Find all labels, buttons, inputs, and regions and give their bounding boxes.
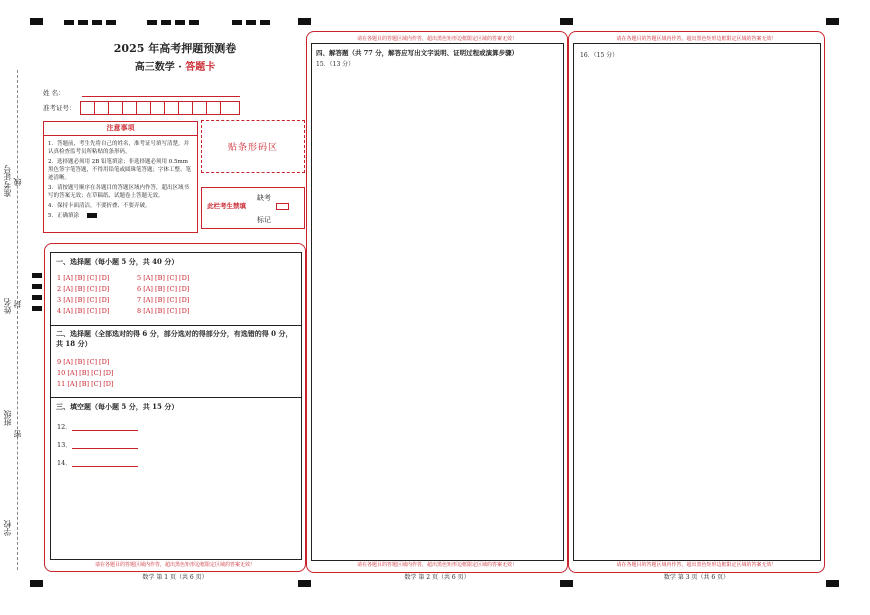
choice-row[interactable]: 1 [A] [B] [C] [D] bbox=[57, 274, 110, 282]
id-cell[interactable] bbox=[123, 102, 137, 114]
timing-mark bbox=[161, 20, 171, 25]
section1-right-col bbox=[137, 273, 189, 317]
timing-mark bbox=[32, 306, 42, 311]
timing-mark bbox=[147, 20, 157, 25]
fill-item-number: 14． bbox=[57, 459, 72, 467]
timing-mark bbox=[30, 18, 43, 25]
timing-mark bbox=[78, 20, 88, 25]
question-15-label: 15．（13 分） bbox=[316, 61, 355, 68]
timing-mark bbox=[32, 273, 42, 278]
absent-left-label: 此栏考生禁填 bbox=[207, 202, 246, 210]
timing-mark bbox=[560, 18, 573, 25]
choice-row[interactable]: 10 [A] [B] [C] [D] bbox=[57, 369, 114, 377]
warning-text: 请在各题目的答题区域内作答，超出黑色矩形边框限定区域的答案无效！ bbox=[616, 562, 777, 568]
timing-mark bbox=[64, 20, 74, 25]
page-footer: 数学 第 1 页（共 6 页） bbox=[142, 574, 208, 581]
choice-row[interactable]: 11 [A] [B] [C] [D] bbox=[57, 380, 114, 388]
section1-title: 一、选择题（每小题 5 分，共 40 分） bbox=[56, 257, 179, 266]
timing-mark bbox=[92, 20, 102, 25]
absent-box bbox=[201, 187, 305, 229]
fill-item[interactable] bbox=[57, 422, 301, 431]
section3-title: 三、填空题（每小题 5 分，共 15 分） bbox=[56, 402, 179, 411]
id-cell[interactable] bbox=[81, 102, 95, 114]
id-cell[interactable] bbox=[221, 102, 235, 114]
choice-row[interactable]: 9 [A] [B] [C] [D] bbox=[57, 358, 110, 366]
id-cell[interactable] bbox=[137, 102, 151, 114]
notes-item: 1．答题前，考生先将自己的姓名，准考证号填写清楚，并认真检查监考员所粘贴的条形码。 bbox=[48, 141, 190, 155]
binding-line bbox=[17, 70, 18, 570]
warning-text: 请在各题目的答题区域内作答，超出黑色矩形边框限定区域的答案无效！ bbox=[616, 36, 777, 42]
id-cell[interactable] bbox=[165, 102, 179, 114]
page-footer: 数学 第 3 页（共 6 页） bbox=[663, 574, 730, 581]
timing-mark bbox=[826, 580, 839, 587]
choice-row[interactable]: 7 [A] [B] [C] [D] bbox=[137, 296, 190, 304]
id-field[interactable] bbox=[80, 101, 240, 115]
section4-title: 四、解答题（共 77 分，解答应写出文字说明、证明过程或演算步骤） bbox=[316, 49, 519, 57]
timing-mark bbox=[826, 18, 839, 25]
choice-row[interactable]: 4 [A] [B] [C] [D] bbox=[57, 307, 110, 315]
side-label-xingming: 姓名 bbox=[3, 298, 12, 314]
name-field[interactable] bbox=[82, 96, 240, 97]
absent-bottom-label: 标记 bbox=[257, 216, 271, 224]
timing-mark bbox=[32, 295, 42, 300]
notes-item: 5．正确填涂 bbox=[48, 213, 79, 219]
fill-answer-line[interactable] bbox=[72, 459, 138, 467]
fill-answer-line[interactable] bbox=[72, 441, 138, 449]
id-cell[interactable] bbox=[109, 102, 123, 114]
subtitle-prefix: 高三数学 · bbox=[134, 62, 186, 73]
choice-row[interactable]: 5 [A] [B] [C] [D] bbox=[137, 274, 190, 282]
section1-left-col bbox=[57, 273, 109, 317]
side-label-xian: 线 bbox=[13, 178, 22, 186]
page-subtitle bbox=[100, 58, 250, 73]
timing-mark bbox=[32, 284, 42, 289]
absent-top-label: 缺考 bbox=[257, 194, 271, 202]
fill-answer-line[interactable] bbox=[72, 423, 138, 431]
fill-item-number: 12． bbox=[57, 423, 72, 431]
section1-box bbox=[50, 252, 302, 326]
notes-item: 4．保持卡面清洁，不要折叠、不要弄破。 bbox=[48, 203, 151, 209]
fill-item[interactable] bbox=[57, 440, 301, 449]
page-title: 2025 年高考押题预测卷 bbox=[113, 42, 237, 55]
section2-title: 二、选择题（全部选对的得 6 分，部分选对的得部分分，有选错的得 0 分，共 18 分） bbox=[56, 329, 293, 348]
fill-item-number: 13． bbox=[57, 441, 72, 449]
fill-sample-mark bbox=[87, 213, 97, 218]
timing-mark bbox=[30, 580, 43, 587]
id-cell[interactable] bbox=[179, 102, 193, 114]
timing-mark bbox=[298, 18, 311, 25]
side-label-banji: 班级 bbox=[3, 410, 12, 426]
warning-text: 请在各题目的答题区域内作答，超出黑色矩形边框限定区域的答案无效！ bbox=[356, 36, 517, 42]
notes-item-fill bbox=[48, 212, 193, 220]
side-label-feng: 封 bbox=[13, 300, 22, 308]
notes-item: 3．请按题号顺序在各题目的答题区域内作答，超出区域书写的答案无效；在草稿纸、试题卷上答题无效。 bbox=[48, 185, 190, 199]
name-label: 姓 名： bbox=[43, 89, 65, 97]
answer-area-q15[interactable] bbox=[311, 43, 564, 561]
section2-box bbox=[50, 324, 302, 398]
question-16-label: 16．（15 分） bbox=[580, 52, 619, 59]
choice-row[interactable]: 6 [A] [B] [C] [D] bbox=[137, 285, 190, 293]
timing-mark bbox=[298, 580, 311, 587]
timing-mark bbox=[260, 20, 270, 25]
page-footer: 数学 第 2 页（共 6 页） bbox=[404, 574, 470, 581]
warning-text: 请在各题目的答题区域内作答，超出黑色矩形边框限定区域的答案无效！ bbox=[94, 562, 255, 568]
choice-row[interactable]: 3 [A] [B] [C] [D] bbox=[57, 296, 110, 304]
choice-row[interactable]: 8 [A] [B] [C] [D] bbox=[137, 307, 190, 315]
id-label: 准考证号： bbox=[43, 104, 76, 112]
side-label-xuexiao: 学校 bbox=[3, 520, 12, 536]
section3-box bbox=[50, 397, 302, 560]
side-label-zkz: 准考证号 bbox=[3, 165, 12, 197]
timing-mark bbox=[175, 20, 185, 25]
barcode-area bbox=[201, 120, 305, 173]
notes-item: 2．选择题必须用 2B 铅笔填涂；非选择题必须用 0.5mm 黑色签字笔答题，不得用铅笔或圆珠笔答题；字体工整、笔迹清晰。 bbox=[48, 159, 192, 181]
id-cell[interactable] bbox=[207, 102, 221, 114]
id-cell[interactable] bbox=[193, 102, 207, 114]
absent-checkbox[interactable] bbox=[276, 203, 289, 210]
section2-rows bbox=[57, 357, 113, 390]
answer-area-q16[interactable] bbox=[573, 43, 821, 561]
timing-mark bbox=[232, 20, 242, 25]
timing-mark bbox=[246, 20, 256, 25]
notes-box bbox=[43, 121, 198, 233]
id-cell[interactable] bbox=[95, 102, 109, 114]
barcode-label: 贴条形码区 bbox=[227, 143, 278, 153]
warning-text: 请在各题目的答题区域内作答，超出黑色矩形边框限定区域的答案无效！ bbox=[356, 562, 517, 568]
timing-mark bbox=[106, 20, 116, 25]
notes-title: 注意事项 bbox=[44, 122, 197, 136]
subtitle-red: 答题卡 bbox=[185, 62, 216, 73]
id-cell[interactable] bbox=[151, 102, 165, 114]
choice-row[interactable]: 2 [A] [B] [C] [D] bbox=[57, 285, 110, 293]
timing-mark bbox=[560, 580, 573, 587]
timing-mark bbox=[189, 20, 199, 25]
side-label-mi: 密 bbox=[13, 430, 22, 438]
fill-item[interactable] bbox=[57, 458, 301, 467]
